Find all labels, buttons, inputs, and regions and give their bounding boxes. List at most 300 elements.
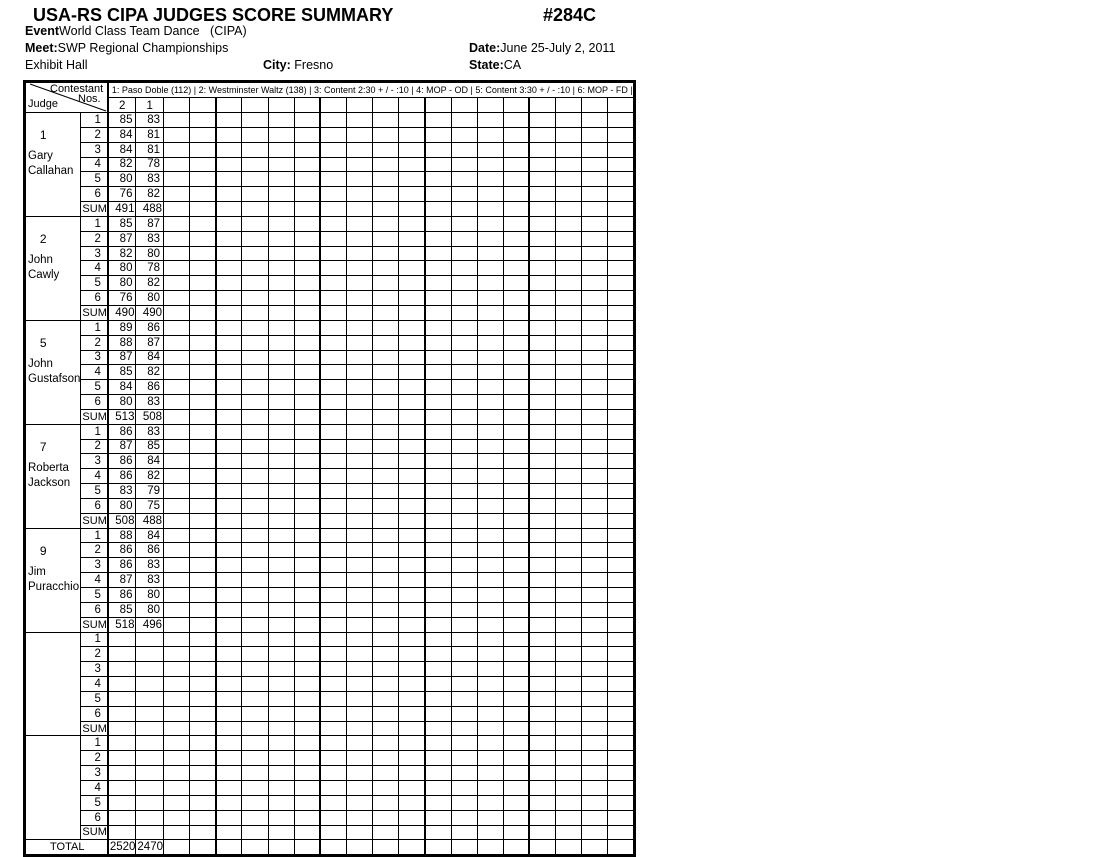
empty-cell <box>451 602 477 617</box>
sum-row <box>25 409 635 424</box>
empty-cell <box>373 706 399 721</box>
empty-cell <box>294 365 320 380</box>
empty-cell <box>556 350 582 365</box>
empty-cell <box>190 127 216 142</box>
empty-cell <box>582 350 608 365</box>
score-cell <box>108 662 136 677</box>
score-cell <box>136 632 164 647</box>
empty-cell <box>242 528 268 543</box>
empty-cell <box>320 617 346 632</box>
empty-cell <box>451 380 477 395</box>
empty-cell <box>503 395 529 410</box>
score-row <box>25 484 635 499</box>
empty-cell <box>268 662 294 677</box>
empty-cell <box>503 602 529 617</box>
empty-cell <box>373 335 399 350</box>
empty-cell <box>346 305 372 320</box>
empty-cell <box>346 484 372 499</box>
empty-cell <box>242 409 268 424</box>
segment-number: 2 <box>81 647 108 662</box>
empty-cell <box>556 395 582 410</box>
sum-label: SUM <box>82 826 107 839</box>
empty-cell <box>294 602 320 617</box>
empty-cell <box>216 632 242 647</box>
empty-cell <box>503 662 529 677</box>
empty-cell <box>529 632 555 647</box>
score-cell <box>108 706 136 721</box>
empty-cell <box>164 395 190 410</box>
empty-cell <box>216 677 242 692</box>
empty-cell <box>268 588 294 603</box>
empty-cell <box>346 766 372 781</box>
empty-cell <box>582 142 608 157</box>
empty-cell <box>268 602 294 617</box>
judge-last-name: Callahan <box>28 165 74 177</box>
empty-cell <box>399 795 425 810</box>
score-row <box>25 751 635 766</box>
meet-label: Meet: <box>25 41 58 55</box>
empty-cell <box>216 305 242 320</box>
empty-cell <box>529 454 555 469</box>
empty-cell <box>190 142 216 157</box>
empty-cell <box>399 484 425 499</box>
empty-cell <box>529 498 555 513</box>
empty-cell <box>216 439 242 454</box>
empty-cell <box>320 231 346 246</box>
empty-cell <box>346 365 372 380</box>
empty-cell <box>190 187 216 202</box>
empty-cell <box>320 276 346 291</box>
empty-cell <box>346 528 372 543</box>
empty-cell <box>425 513 451 528</box>
empty-cell <box>346 335 372 350</box>
empty-cell <box>294 97 320 112</box>
empty-cell <box>373 780 399 795</box>
empty-cell <box>190 662 216 677</box>
empty-cell <box>556 97 582 112</box>
empty-cell <box>477 721 503 736</box>
empty-cell <box>164 305 190 320</box>
empty-cell <box>164 825 190 840</box>
empty-cell <box>477 202 503 217</box>
empty-cell <box>190 335 216 350</box>
empty-cell <box>399 513 425 528</box>
empty-cell <box>556 691 582 706</box>
empty-cell <box>346 647 372 662</box>
empty-cell <box>320 365 346 380</box>
empty-cell <box>190 706 216 721</box>
empty-cell <box>268 216 294 231</box>
empty-cell <box>503 113 529 128</box>
judge-number: 9 <box>39 543 47 558</box>
empty-cell <box>608 691 634 706</box>
empty-cell <box>425 617 451 632</box>
empty-cell <box>346 127 372 142</box>
empty-cell <box>216 261 242 276</box>
empty-cell <box>556 721 582 736</box>
score-row <box>25 276 635 291</box>
score-cell: 87 <box>136 335 164 350</box>
empty-cell <box>242 202 268 217</box>
empty-cell <box>242 424 268 439</box>
empty-cell <box>216 291 242 306</box>
empty-cell <box>425 766 451 781</box>
empty-cell <box>582 766 608 781</box>
empty-cell <box>582 780 608 795</box>
score-cell: 85 <box>108 365 136 380</box>
empty-cell <box>242 157 268 172</box>
empty-cell <box>477 543 503 558</box>
empty-cell <box>346 662 372 677</box>
empty-cell <box>164 261 190 276</box>
empty-cell <box>529 380 555 395</box>
score-cell <box>136 662 164 677</box>
empty-cell <box>503 558 529 573</box>
empty-cell <box>268 766 294 781</box>
sum-cell: 488 <box>136 513 164 528</box>
segments-title: 1: Paso Doble (112) | 2: Westminster Waltz (138) | 3: Content 2:30 + / - :10 | 4: MOP - OD | 5: Content 3:30 + / - :10 | 6: MOP - FD | <box>108 82 634 98</box>
empty-cell <box>608 261 634 276</box>
empty-cell <box>373 588 399 603</box>
empty-cell <box>556 498 582 513</box>
empty-cell <box>503 751 529 766</box>
empty-cell <box>425 662 451 677</box>
sum-row <box>25 305 635 320</box>
empty-cell <box>268 454 294 469</box>
score-cell <box>136 736 164 751</box>
empty-cell <box>529 469 555 484</box>
empty-cell <box>320 439 346 454</box>
empty-cell <box>373 350 399 365</box>
empty-cell <box>425 142 451 157</box>
segment-number: 6 <box>81 187 108 202</box>
empty-cell <box>399 810 425 825</box>
empty-cell <box>399 380 425 395</box>
score-cell: 81 <box>136 127 164 142</box>
empty-cell <box>346 780 372 795</box>
empty-cell <box>268 380 294 395</box>
empty-cell <box>242 246 268 261</box>
empty-cell <box>216 840 242 856</box>
empty-cell <box>451 216 477 231</box>
empty-cell <box>242 350 268 365</box>
score-cell: 80 <box>136 602 164 617</box>
empty-cell <box>242 588 268 603</box>
empty-cell <box>425 97 451 112</box>
empty-cell <box>190 380 216 395</box>
empty-cell <box>190 276 216 291</box>
score-cell: 78 <box>136 261 164 276</box>
sum-label: SUM <box>82 410 107 423</box>
empty-cell <box>216 424 242 439</box>
empty-cell <box>242 305 268 320</box>
empty-cell <box>582 840 608 856</box>
empty-cell <box>190 291 216 306</box>
empty-cell <box>503 677 529 692</box>
empty-cell <box>268 113 294 128</box>
empty-cell <box>320 335 346 350</box>
empty-cell <box>190 246 216 261</box>
empty-cell <box>216 202 242 217</box>
empty-cell <box>608 350 634 365</box>
empty-cell <box>320 558 346 573</box>
score-row <box>25 602 635 617</box>
empty-cell <box>268 543 294 558</box>
score-row <box>25 647 635 662</box>
empty-cell <box>320 246 346 261</box>
empty-cell <box>373 261 399 276</box>
empty-cell <box>477 231 503 246</box>
sum-label: SUM <box>82 514 107 527</box>
empty-cell <box>608 588 634 603</box>
empty-cell <box>451 632 477 647</box>
score-cell <box>136 766 164 781</box>
empty-cell <box>373 691 399 706</box>
empty-cell <box>451 528 477 543</box>
empty-cell <box>425 216 451 231</box>
score-cell: 83 <box>136 172 164 187</box>
score-cell <box>136 677 164 692</box>
empty-cell <box>242 231 268 246</box>
empty-cell <box>268 558 294 573</box>
score-cell: 84 <box>108 142 136 157</box>
score-cell: 80 <box>108 172 136 187</box>
empty-cell <box>268 231 294 246</box>
empty-cell <box>582 172 608 187</box>
empty-cell <box>529 602 555 617</box>
empty-cell <box>294 305 320 320</box>
empty-cell <box>164 113 190 128</box>
empty-cell <box>556 736 582 751</box>
empty-cell <box>529 662 555 677</box>
empty-cell <box>164 647 190 662</box>
empty-cell <box>608 246 634 261</box>
empty-cell <box>529 439 555 454</box>
empty-cell <box>164 691 190 706</box>
empty-cell <box>373 647 399 662</box>
empty-cell <box>164 454 190 469</box>
empty-cell <box>373 840 399 856</box>
empty-cell <box>242 172 268 187</box>
empty-cell <box>451 454 477 469</box>
empty-cell <box>320 113 346 128</box>
segment-number: 5 <box>81 172 108 187</box>
empty-cell <box>582 276 608 291</box>
empty-cell <box>373 454 399 469</box>
empty-cell <box>477 365 503 380</box>
empty-cell <box>268 632 294 647</box>
empty-cell <box>582 632 608 647</box>
score-cell <box>136 810 164 825</box>
empty-cell <box>503 424 529 439</box>
empty-cell <box>190 528 216 543</box>
empty-cell <box>399 305 425 320</box>
empty-cell <box>294 617 320 632</box>
empty-cell <box>425 795 451 810</box>
segment-number: 1 <box>81 736 108 751</box>
score-cell <box>136 780 164 795</box>
empty-cell <box>529 320 555 335</box>
empty-cell <box>556 305 582 320</box>
empty-cell <box>556 573 582 588</box>
empty-cell <box>451 617 477 632</box>
empty-cell <box>320 305 346 320</box>
score-cell: 80 <box>108 498 136 513</box>
empty-cell <box>556 261 582 276</box>
sum-cell: 488 <box>136 202 164 217</box>
empty-cell <box>320 157 346 172</box>
empty-cell <box>529 677 555 692</box>
score-cell: 82 <box>136 187 164 202</box>
empty-cell <box>268 736 294 751</box>
empty-cell <box>477 558 503 573</box>
empty-cell <box>451 187 477 202</box>
empty-cell <box>373 97 399 112</box>
meet-value: SWP Regional Championships <box>57 41 229 55</box>
empty-cell <box>346 216 372 231</box>
empty-cell <box>320 469 346 484</box>
empty-cell <box>399 276 425 291</box>
empty-cell <box>268 617 294 632</box>
empty-cell <box>346 736 372 751</box>
empty-cell <box>608 766 634 781</box>
empty-cell <box>582 97 608 112</box>
empty-cell <box>399 231 425 246</box>
empty-cell <box>164 766 190 781</box>
empty-cell <box>451 691 477 706</box>
empty-cell <box>164 172 190 187</box>
empty-cell <box>503 157 529 172</box>
score-row <box>25 395 635 410</box>
score-cell: 87 <box>108 439 136 454</box>
empty-cell <box>477 439 503 454</box>
empty-cell <box>477 706 503 721</box>
score-cell <box>108 632 136 647</box>
empty-cell <box>451 647 477 662</box>
empty-cell <box>399 528 425 543</box>
empty-cell <box>608 513 634 528</box>
empty-cell <box>294 840 320 856</box>
sum-cell: 518 <box>108 617 136 632</box>
empty-cell <box>164 498 190 513</box>
empty-cell <box>529 365 555 380</box>
score-cell: 88 <box>108 528 136 543</box>
empty-cell <box>164 291 190 306</box>
empty-cell <box>582 647 608 662</box>
empty-cell <box>529 528 555 543</box>
score-cell: 82 <box>136 365 164 380</box>
empty-cell <box>268 409 294 424</box>
empty-cell <box>503 691 529 706</box>
empty-cell <box>216 365 242 380</box>
empty-cell <box>346 469 372 484</box>
score-row <box>25 127 635 142</box>
empty-cell <box>556 602 582 617</box>
empty-cell <box>164 617 190 632</box>
empty-cell <box>399 766 425 781</box>
empty-cell <box>582 469 608 484</box>
empty-cell <box>529 97 555 112</box>
empty-cell <box>425 187 451 202</box>
empty-cell <box>294 691 320 706</box>
empty-cell <box>268 261 294 276</box>
empty-cell <box>373 276 399 291</box>
empty-cell <box>373 632 399 647</box>
judge-name <box>26 253 80 283</box>
empty-cell <box>608 127 634 142</box>
empty-cell <box>320 721 346 736</box>
empty-cell <box>503 632 529 647</box>
empty-cell <box>451 409 477 424</box>
score-row <box>25 736 635 751</box>
date-line <box>469 41 615 55</box>
score-cell: 89 <box>108 320 136 335</box>
empty-cell <box>582 246 608 261</box>
city-line <box>263 58 333 72</box>
score-cell <box>136 706 164 721</box>
segment-number: 5 <box>81 276 108 291</box>
sum-cell <box>108 825 136 840</box>
empty-cell <box>373 617 399 632</box>
empty-cell <box>425 602 451 617</box>
empty-cell <box>164 602 190 617</box>
empty-cell <box>608 320 634 335</box>
empty-cell <box>320 172 346 187</box>
segment-number: 4 <box>81 261 108 276</box>
empty-cell <box>503 573 529 588</box>
score-cell <box>136 691 164 706</box>
empty-cell <box>294 187 320 202</box>
score-cell: 86 <box>108 424 136 439</box>
corner-judge: Judge <box>28 98 58 110</box>
empty-cell <box>320 602 346 617</box>
empty-cell <box>451 751 477 766</box>
empty-cell <box>320 216 346 231</box>
empty-cell <box>268 780 294 795</box>
empty-cell <box>608 395 634 410</box>
empty-cell <box>346 602 372 617</box>
empty-cell <box>582 558 608 573</box>
segment-number: 2 <box>81 335 108 350</box>
sum-cell: 513 <box>108 409 136 424</box>
judge-cell <box>25 632 81 736</box>
empty-cell <box>399 736 425 751</box>
empty-cell <box>294 795 320 810</box>
empty-cell <box>373 439 399 454</box>
empty-cell <box>294 395 320 410</box>
empty-cell <box>320 706 346 721</box>
empty-cell <box>242 825 268 840</box>
empty-cell <box>216 187 242 202</box>
empty-cell <box>164 751 190 766</box>
empty-cell <box>477 395 503 410</box>
empty-cell <box>503 202 529 217</box>
empty-cell <box>582 305 608 320</box>
segment-number: 6 <box>81 706 108 721</box>
empty-cell <box>608 276 634 291</box>
empty-cell <box>556 142 582 157</box>
empty-cell <box>503 305 529 320</box>
empty-cell <box>477 469 503 484</box>
empty-cell <box>242 291 268 306</box>
empty-cell <box>294 172 320 187</box>
empty-cell <box>346 202 372 217</box>
empty-cell <box>268 350 294 365</box>
empty-cell <box>399 691 425 706</box>
empty-cell <box>346 617 372 632</box>
empty-cell <box>451 588 477 603</box>
empty-cell <box>190 439 216 454</box>
